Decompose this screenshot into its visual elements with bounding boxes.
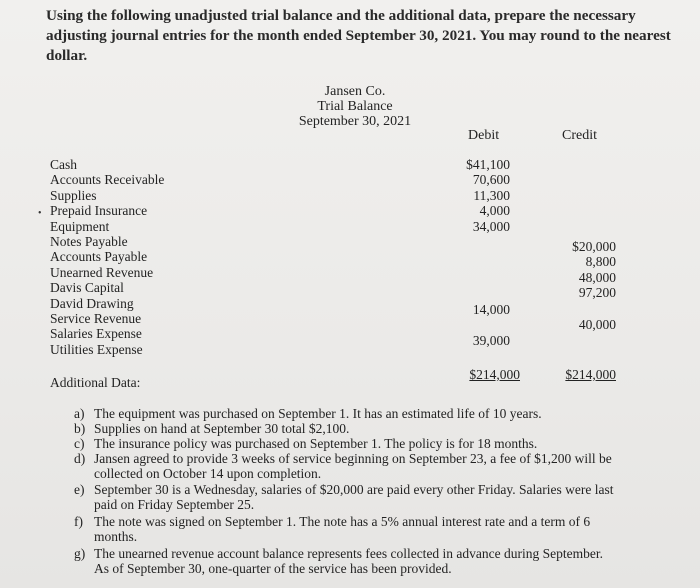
account-name: Utilities Expense [50,341,143,357]
item-text: The equipment was purchased on September 1. It has an estimated life of 10 years. [94,406,542,421]
additional-item [74,547,614,576]
company-name: Jansen Co. [324,84,386,99]
bullet-mark: • [38,208,42,219]
account-name: Cash [50,157,77,172]
debit-amount: 14,000 [472,302,510,317]
item-text: The note was signed on September 1. The note has a 5% annual interest rate and a term of 6 months. [94,514,591,544]
statement-title: Trial Balance [317,99,393,114]
debit-amount: 70,600 [472,172,510,188]
item-label: a) [74,406,85,421]
item-text: Supplies on hand at September 30 total $2,100. [94,421,350,436]
credit-total [536,367,616,383]
item-text: Jansen agreed to provide 3 weeks of service beginning on September 23, a fee of $1,200 will be collected on October 14 upon completion. [94,451,612,481]
debit-amount: 34,000 [472,218,510,234]
account-name: Supplies [50,187,97,203]
item-label: g) [74,546,86,561]
account-name: Salaries Expense [50,326,142,342]
statement-date: September 30, 2021 [298,114,412,129]
account-name: Unearned Revenue [50,264,154,280]
additional-item [74,437,614,452]
additional-data-heading: Additional Data: [50,375,141,390]
debit-total-value: $214,000 [469,367,520,382]
account-name: Accounts Payable [50,249,148,265]
credit-amount: 97,200 [578,285,616,301]
item-label: e) [74,482,85,497]
account-name: Notes Payable [50,234,128,249]
debit-amount: 4,000 [479,203,510,219]
credit-column-header: Credit [562,128,597,143]
debit-column-header: Debit [468,128,500,143]
credit-amount: 48,000 [578,269,616,285]
debit-amount: 39,000 [472,333,510,348]
account-name: Service Revenue [50,311,142,326]
item-text: The insurance policy was purchased on September 1. The policy is for 18 months. [94,436,538,451]
additional-item [74,452,614,481]
credit-total-value: $214,000 [565,367,616,382]
credit-amount: $20,000 [572,239,616,254]
credit-amount: 8,800 [585,254,616,270]
account-name: Equipment [50,218,110,234]
item-label: d) [74,451,86,466]
item-label: b) [74,421,86,436]
instructions-text: Using the following unadjusted trial balance and the additional data, prepare the necessary adjusting journal entries for the month ended September 30, 2021. You may round to the nearest dollar. [46,7,671,64]
additional-item [74,483,614,512]
item-text: September 30 is a Wednesday, salaries of $20,000 are paid every other Friday. Salaries were last paid on Friday September 25. [94,482,614,512]
additional-item [74,422,614,437]
credit-amount: 40,000 [578,317,616,332]
debit-total [440,367,520,383]
account-name: David Drawing [50,295,134,311]
additional-item [74,515,614,544]
item-label: f) [74,514,83,529]
debit-amount: 11,300 [473,187,510,203]
additional-item [74,407,614,422]
item-text: The unearned revenue account balance represents fees collected in advance during September. As of September 30, one-quarter of the service has been provided. [94,546,604,576]
account-name: Davis Capital [50,280,124,296]
account-name: Accounts Receivable [50,172,165,188]
account-name: Prepaid Insurance [50,203,148,219]
debit-amount: $41,100 [466,157,510,172]
item-label: c) [74,436,85,451]
